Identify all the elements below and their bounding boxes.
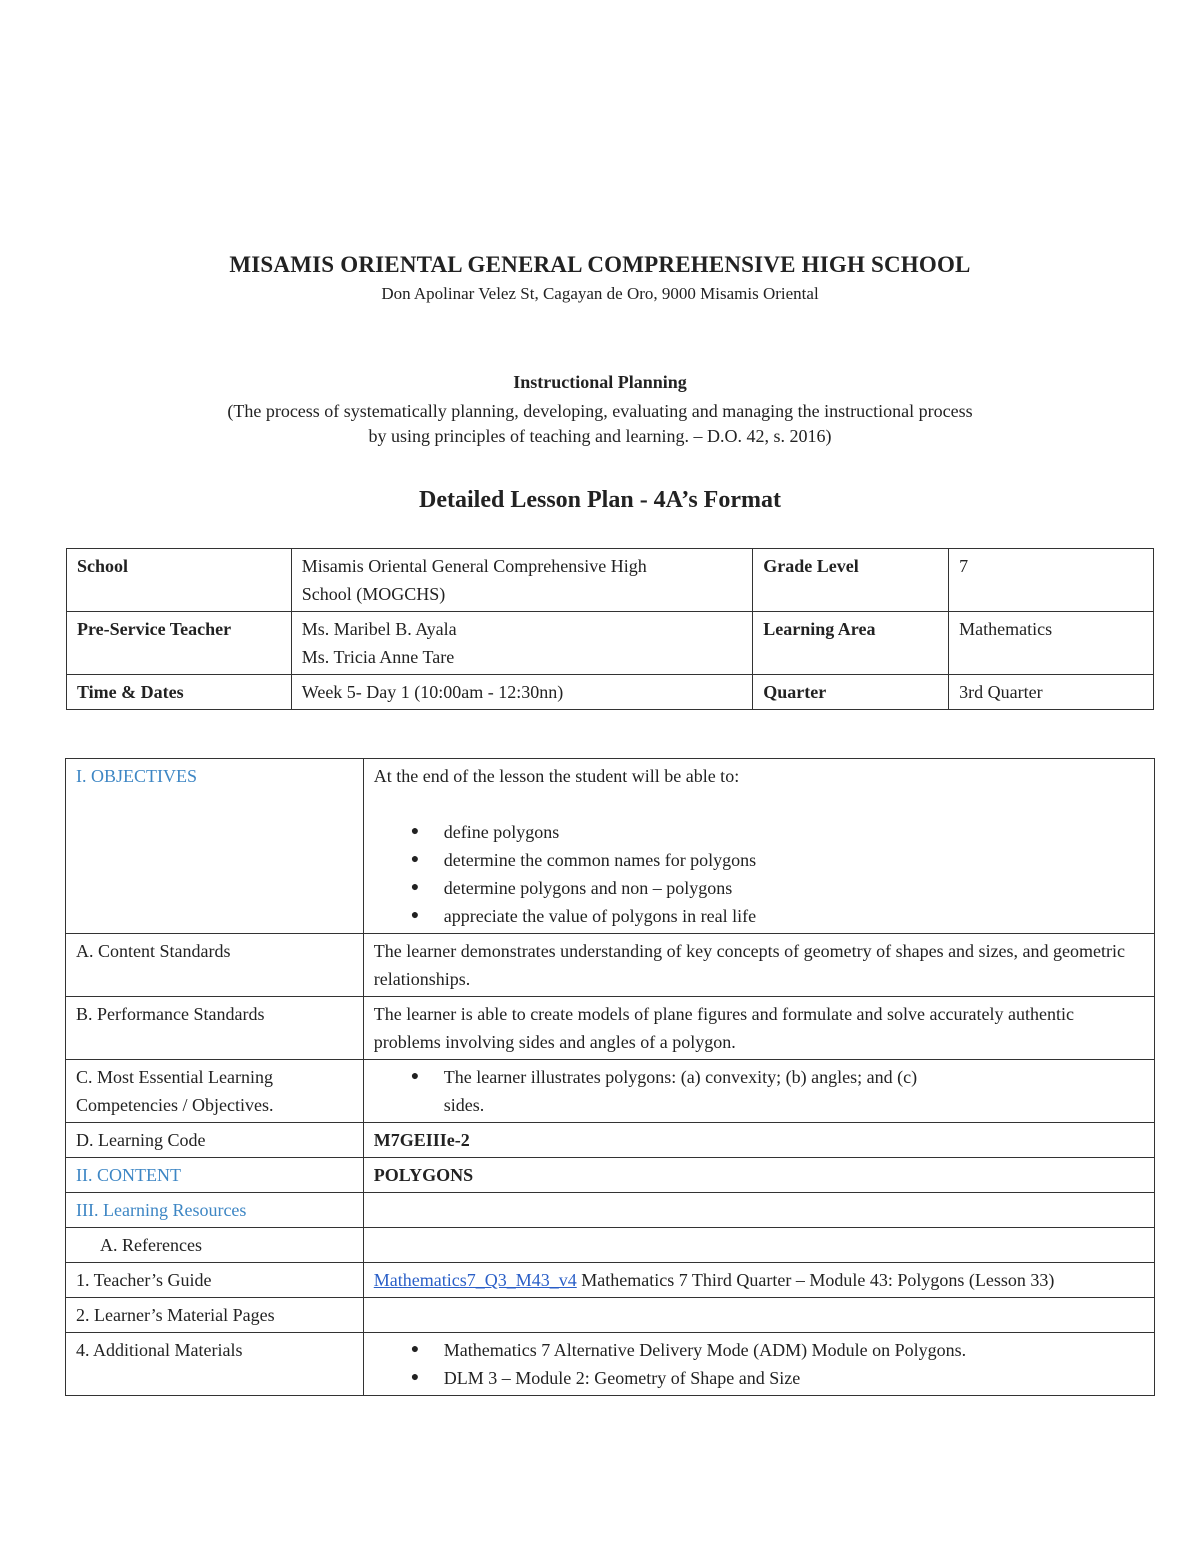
melc-label xyxy=(66,1060,364,1123)
school-value-line2: School (MOGCHS) xyxy=(301,584,446,604)
list-item: ● determine the common names for polygons xyxy=(444,846,1144,874)
table-row xyxy=(66,1193,1155,1228)
planning-description xyxy=(0,399,1200,449)
teachers-guide-text: Mathematics 7 Third Quarter – Module 43: Polygons (Lesson 33) xyxy=(576,1270,1055,1290)
objectives-list xyxy=(374,818,1144,930)
info-table xyxy=(66,548,1154,710)
table-row xyxy=(66,934,1155,997)
table-row xyxy=(66,759,1155,934)
school-value-line1: Misamis Oriental General Comprehensive High xyxy=(301,556,647,576)
planning-title: Instructional Planning xyxy=(513,372,687,392)
table-row xyxy=(67,612,1154,675)
additional-materials-list xyxy=(374,1336,1144,1392)
document-header xyxy=(0,252,1200,514)
table-row xyxy=(67,675,1154,710)
content-standards-label: A. Content Standards xyxy=(66,934,364,997)
table-row xyxy=(66,1333,1155,1396)
planning-desc-line1: (The process of systematically planning, developing, evaluating and managing the instructional process xyxy=(227,401,973,421)
teacher-line2: Ms. Tricia Anne Tare xyxy=(301,647,455,667)
school-label: School xyxy=(67,549,292,612)
quarter-label: Quarter xyxy=(753,675,949,710)
quarter-value: 3rd Quarter xyxy=(949,675,1154,710)
table-row xyxy=(66,997,1155,1060)
resources-label: III. Learning Resources xyxy=(66,1193,364,1228)
additional-materials-value xyxy=(363,1333,1154,1396)
school-value xyxy=(291,549,753,612)
melc-label-line1: C. Most Essential Learning xyxy=(76,1067,273,1087)
plan-title: Detailed Lesson Plan - 4A’s Format xyxy=(419,487,781,513)
references-value xyxy=(363,1228,1154,1263)
table-row xyxy=(66,1123,1155,1158)
list-item: ● Mathematics 7 Alternative Delivery Mode (ADM) Module on Polygons. xyxy=(444,1336,1144,1364)
list-item: ● DLM 3 – Module 2: Geometry of Shape and Size xyxy=(444,1364,1144,1392)
grade-level-label: Grade Level xyxy=(753,549,949,612)
melc-value xyxy=(363,1060,1154,1123)
learning-code-label: D. Learning Code xyxy=(66,1123,364,1158)
learning-code-value: M7GEIIIe-2 xyxy=(363,1123,1154,1158)
table-row xyxy=(66,1263,1155,1298)
teachers-guide-label: 1. Teacher’s Guide xyxy=(66,1263,364,1298)
melc-label-line2: Competencies / Objectives. xyxy=(76,1095,274,1115)
learning-area-value: Mathematics xyxy=(949,612,1154,675)
performance-standards-label: B. Performance Standards xyxy=(66,997,364,1060)
performance-standards-value: The learner is able to create models of plane figures and formulate and solve accurately authentic problems involving sides and angles of a polygon. xyxy=(363,997,1154,1060)
melc-line1: The learner illustrates polygons: (a) convexity; (b) angles; and (c) xyxy=(443,1067,918,1087)
references-label: A. References xyxy=(66,1228,364,1263)
objectives-cell xyxy=(363,759,1154,934)
grade-level-value: 7 xyxy=(949,549,1154,612)
additional-materials-label: 4. Additional Materials xyxy=(66,1333,364,1396)
learners-material-value xyxy=(363,1298,1154,1333)
time-label: Time & Dates xyxy=(67,675,292,710)
table-row xyxy=(66,1060,1155,1123)
teacher-label: Pre-Service Teacher xyxy=(67,612,292,675)
time-value: Week 5- Day 1 (10:00am - 12:30nn) xyxy=(291,675,753,710)
objectives-label: I. OBJECTIVES xyxy=(66,759,364,934)
planning-desc-line2: by using principles of teaching and learning. – D.O. 42, s. 2016) xyxy=(368,426,832,446)
teachers-guide-value xyxy=(363,1263,1154,1298)
teachers-guide-link[interactable]: Mathematics7_Q3_M43_v4 xyxy=(373,1270,577,1290)
learners-material-label: 2. Learner’s Material Pages xyxy=(66,1298,364,1333)
list-item: ● determine polygons and non – polygons xyxy=(444,874,1144,902)
list-item: ● define polygons xyxy=(444,818,1144,846)
content-standards-value: The learner demonstrates understanding of key concepts of geometry of shapes and sizes, and geometric relationships. xyxy=(363,934,1154,997)
school-name: MISAMIS ORIENTAL GENERAL COMPREHENSIVE HIGH SCHOOL xyxy=(229,252,971,277)
objectives-intro: At the end of the lesson the student will be able to: xyxy=(373,766,740,786)
teacher-value xyxy=(291,612,753,675)
list-item xyxy=(444,1063,1144,1119)
melc-list xyxy=(374,1063,1144,1119)
learning-area-label: Learning Area xyxy=(753,612,949,675)
table-row xyxy=(66,1228,1155,1263)
list-item: ● appreciate the value of polygons in real life xyxy=(444,902,1144,930)
content-value: POLYGONS xyxy=(363,1158,1154,1193)
table-row xyxy=(67,549,1154,612)
resources-value xyxy=(363,1193,1154,1228)
lesson-plan-table xyxy=(65,758,1155,1396)
table-row xyxy=(66,1298,1155,1333)
school-address: Don Apolinar Velez St, Cagayan de Oro, 9000 Misamis Oriental xyxy=(381,284,819,303)
melc-line2: sides. xyxy=(443,1095,485,1115)
content-label: II. CONTENT xyxy=(66,1158,364,1193)
table-row xyxy=(66,1158,1155,1193)
teacher-line1: Ms. Maribel B. Ayala xyxy=(301,619,457,639)
